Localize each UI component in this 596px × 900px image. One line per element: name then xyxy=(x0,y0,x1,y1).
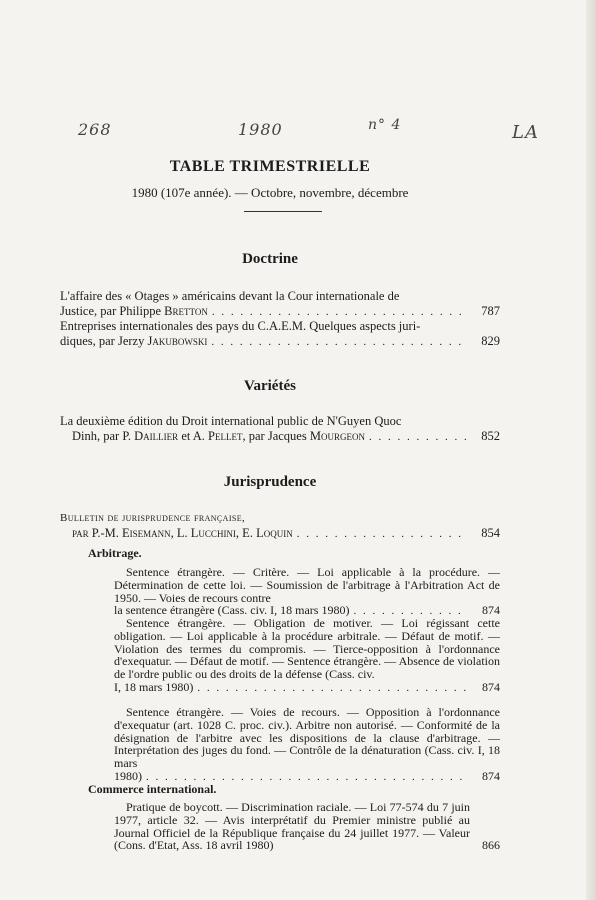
dot-leader xyxy=(197,682,468,695)
page-edge xyxy=(586,0,596,900)
entry-text: La deuxième édition du Droit international public de N'Guyen Quoc xyxy=(60,414,402,428)
entry-leader-line xyxy=(60,526,500,542)
entry-text: Pratique de boycott. — Discrimination raciale. — Loi 77-574 du 7 juin 1977, article 32. — Avis interprétatif du Premier ministre publié au Journal Officiel de la République française du 24 juillet 1977. — Valeur (Cons. d'Etat, Ass. 18 avril 1980) xyxy=(114,800,470,853)
dot-leader xyxy=(212,305,468,320)
handwritten-issue: n° 4 xyxy=(368,117,402,133)
section-heading-varietes: Variétés xyxy=(244,378,296,394)
entry-leader-line xyxy=(60,429,500,445)
commerce-entry-1 xyxy=(114,801,500,852)
entry-citation: I, 18 mars 1980) xyxy=(114,679,194,694)
entry-citation: 1980) xyxy=(114,768,142,783)
entry-text: Entreprises internationales des pays du C.A.E.M. Quelques aspects juri- xyxy=(60,319,421,333)
handwritten-initials: LA xyxy=(512,122,539,143)
entry-author: Bretton xyxy=(164,303,208,318)
page-number: 852 xyxy=(481,428,500,443)
subheading-arbitrage: Arbitrage. xyxy=(88,546,142,560)
entry-text: Sentence étrangère. — Obligation de motiver. — Loi régissant cette obligation. — Loi applicable à la procédure arbitrale. — Défaut de motif. — Violation des termes du compromis. — Tierce-opposition à l'ordonnance d'exequatur. — Défaut de motif. — Sentence étrangère. — Absence de violation de l'ordre public ou des droits de la défense (Cass. civ. xyxy=(114,616,500,682)
handwritten-year: 1980 xyxy=(238,120,283,139)
varietes-entry xyxy=(60,414,500,444)
entry-text: Dinh, par P. xyxy=(72,428,132,443)
doctrine-entry-1 xyxy=(60,289,500,319)
entry-citation: la sentence étrangère (Cass. civ. I, 18 mars 1980) xyxy=(114,603,350,618)
entry-text: Sentence étrangère. — Voies de recours. — Opposition à l'ordonnance d'exequatur (art. 1028 C. proc. civ.). Arbitre non autorisé. — Conformité de la désignation de l'arbitre avec les dispositions de la clause d'arbitrage. — Interprétation des juges du fond. — Contrôle de la dénaturation (Cass. civ. I, 18 mars xyxy=(114,705,500,771)
arbitrage-entry-3 xyxy=(114,706,500,784)
dot-leader xyxy=(211,335,468,350)
section-heading-jurisprudence: Jurisprudence xyxy=(223,474,317,490)
entry-text: , par Jacques xyxy=(242,428,307,443)
dot-leader xyxy=(369,430,468,445)
page-number: 874 xyxy=(482,603,500,618)
entry-leader-line xyxy=(114,681,500,695)
doctrine-entry-2 xyxy=(60,319,500,349)
entry-text: Sentence étrangère. — Critère. — Loi applicable à la procédure. — Détermination de cette loi. — Soumission de l'arbitrage à l'Arbitration Act de 1950. — Voies de recours contre xyxy=(114,565,500,605)
arbitrage-entry-1 xyxy=(114,566,500,618)
entry-text: Justice, par Philippe xyxy=(60,303,162,318)
dot-leader xyxy=(297,527,468,542)
section-heading-doctrine: Doctrine xyxy=(242,251,298,267)
entry-author: Pellet xyxy=(208,428,243,443)
entry-author: Jakubowski xyxy=(147,333,208,348)
entry-text: diques, par Jerzy xyxy=(60,333,145,348)
page-number: 854 xyxy=(481,525,500,540)
subheading-commerce: Commerce international. xyxy=(88,782,217,796)
bulletin-entry xyxy=(60,511,500,541)
page-number: 874 xyxy=(482,679,500,694)
entry-leader-line xyxy=(60,334,500,350)
bulletin-title: Bulletin de jurisprudence française, xyxy=(60,512,246,524)
arbitrage-entry-2 xyxy=(114,617,500,695)
page-subtitle: 1980 (107e année). — Octobre, novembre, décembre xyxy=(131,185,409,200)
entry-author: Daillier xyxy=(134,428,179,443)
title-divider xyxy=(244,211,322,212)
entry-text: et A. xyxy=(181,428,205,443)
page-number: 787 xyxy=(481,303,500,318)
entry-text: L'affaire des « Otages » américains devant la Cour internationale de xyxy=(60,289,400,303)
handwritten-number: 268 xyxy=(78,120,112,139)
entry-leader-line xyxy=(60,304,500,320)
page-number: 866 xyxy=(482,838,500,853)
entry-with-page xyxy=(114,801,500,852)
bulletin-authors: par P.-M. Eisemann, L. Lucchini, E. Loquin xyxy=(72,525,293,540)
page-number: 874 xyxy=(482,768,500,783)
entry-author: Mourgeon xyxy=(309,428,365,443)
page-title: TABLE TRIMESTRIELLE xyxy=(169,158,371,175)
page-number: 829 xyxy=(481,333,500,348)
